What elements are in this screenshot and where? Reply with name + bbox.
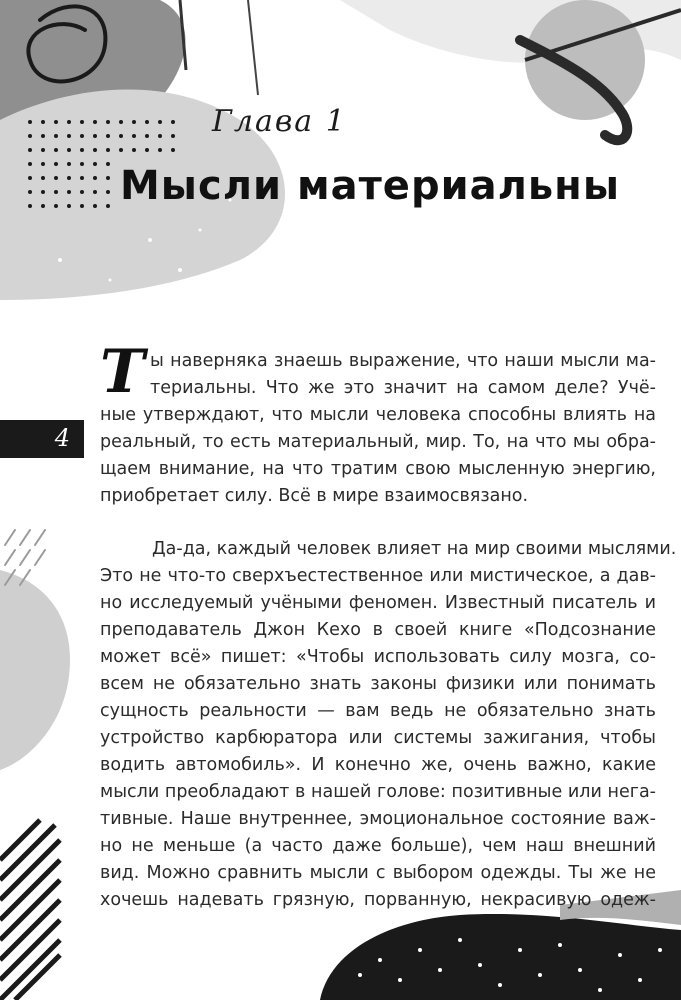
paragraph-line: ные утверждают, что мысли человека способны влиять на bbox=[100, 405, 656, 425]
paragraph-line: щаем внимание, на что тратим свою мысленную энергию, bbox=[100, 459, 656, 479]
paragraph-line: териальны. Что же это значит на самом деле? Учё- bbox=[150, 378, 656, 398]
diagonal-dashes bbox=[5, 530, 45, 585]
paragraph-line: вид. Можно сравнить мысли с выбором одежды. Ты же не bbox=[100, 863, 656, 883]
paragraph-line: хочешь надевать грязную, порванную, некрасивую одеж- bbox=[100, 890, 656, 910]
gray-blob-left bbox=[0, 570, 70, 770]
paragraph-line: устройство карбюратора или системы зажигания, чтобы bbox=[100, 728, 656, 748]
gray-circle-right bbox=[525, 0, 645, 120]
paragraph-line: Это не что-то сверхъестественное или мистическое, а дав- bbox=[100, 566, 656, 586]
paragraph-line: но не меньше (а часто даже больше), чем наш внешний bbox=[100, 836, 656, 856]
paragraph-line: мысли преобладают в нашей голове: позитивные или нега- bbox=[100, 782, 656, 802]
paragraph-line: приобретает силу. Всё в мире взаимосвязано. bbox=[100, 486, 529, 506]
paragraph-1 bbox=[100, 348, 656, 510]
drop-cap: Т bbox=[100, 337, 145, 407]
chapter-kicker: Глава 1 bbox=[212, 104, 347, 139]
pen-line-2 bbox=[248, 0, 258, 95]
paragraph-2 bbox=[100, 536, 677, 914]
paragraph-line: может всё» пишет: «Чтобы использовать силу мозга, со- bbox=[100, 647, 656, 667]
diagonal-stripes bbox=[0, 820, 60, 1000]
chapter-title: Мысли материальны bbox=[120, 163, 620, 209]
paragraph-line: водить автомобиль». И конечно же, очень важно, какие bbox=[100, 755, 656, 775]
paragraph-line: всем не обязательно знать законы физики или понимать bbox=[100, 674, 656, 694]
paragraph-line: Да-да, каждый человек влияет на мир своими мыслями. bbox=[152, 539, 677, 559]
paragraph-line: преподаватель Джон Кехо в своей книге «Подсознание bbox=[100, 620, 656, 640]
paragraph-line: сущность реальности — вам ведь не обязательно знать bbox=[100, 701, 656, 721]
black-blob-bottom-right bbox=[320, 914, 681, 1000]
paragraph-line: реальный, то есть материальный, мир. То, на что мы обра- bbox=[100, 432, 656, 452]
paragraph-line: но исследуемый учёными феномен. Известный писатель и bbox=[100, 593, 656, 613]
paragraph-line: ы наверняка знаешь выражение, что наши мысли ма- bbox=[150, 351, 656, 371]
page-number: 4 bbox=[54, 424, 70, 452]
paragraph-line: тивные. Наше внутреннее, эмоциональное состояние важ- bbox=[100, 809, 656, 829]
page-number-tab bbox=[0, 420, 84, 458]
